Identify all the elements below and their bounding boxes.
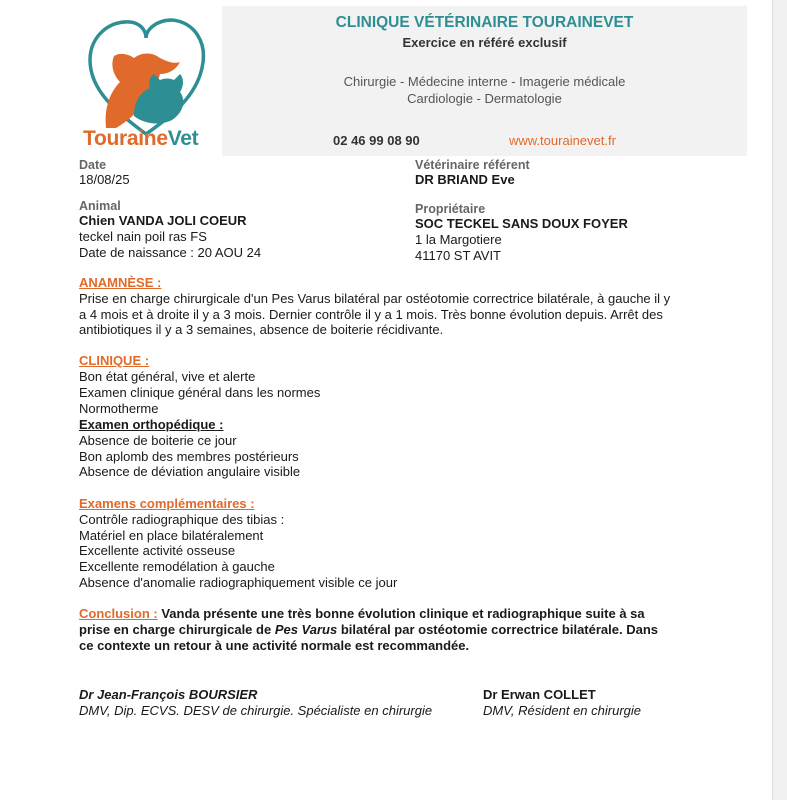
conclusion-line-2: prise en charge chirurgicale de Pes Varus bilatéral par ostéotomie correctrice bilatérale. Dans [79,622,659,637]
ortho-line: Bon aplomb des membres postérieurs [79,449,299,464]
signature-left-name: Dr Jean-François BOURSIER [79,687,258,702]
examens-line: Matériel en place bilatéralement [79,528,264,543]
vet-label: Vétérinaire référent [415,158,530,172]
clinic-title: CLINIQUE VÉTÉRINAIRE TOURAINEVET [335,14,634,31]
anamnese-line: antibiotiques il y a 3 semaines, absence de boiterie récidivante. [79,322,444,337]
clinique-heading: CLINIQUE : [79,353,150,368]
examens-line: Excellente remodélation à gauche [79,559,275,574]
signature-left-title: DMV, Dip. ECVS. DESV de chirurgie. Spécialiste en chirurgie [79,703,433,718]
vet-value: DR BRIAND Eve [415,172,515,187]
clinic-header [222,6,747,156]
signature-right-title: DMV, Résident en chirurgie [483,703,641,718]
conclusion-line-1: Conclusion : Vanda présente une très bonne évolution clinique et radiographique suite à sa [79,606,645,621]
owner-address-2: 41170 ST AVIT [415,248,501,263]
signature-right-name: Dr Erwan COLLET [483,687,596,702]
specialties-line-2: Cardiologie - Dermatologie [407,91,562,106]
conclusion-line-3: ce contexte un retour à une activité normale est recommandée. [79,638,470,653]
owner-label: Propriétaire [415,202,486,216]
owner-name: SOC TECKEL SANS DOUX FOYER [415,216,628,231]
animal-birth: Date de naissance : 20 AOU 24 [79,245,262,260]
clinique-line: Examen clinique général dans les normes [79,385,321,400]
clinique-line: Bon état général, vive et alerte [79,369,256,384]
animal-label: Animal [79,199,121,213]
owner-address-1: 1 la Margotiere [415,232,502,247]
specialties-line-1: Chirurgie - Médecine interne - Imagerie médicale [343,74,626,89]
logo-text: TouraineVet [83,127,199,150]
conclusion-heading: Conclusion : [79,606,158,621]
anamnese-line: Prise en charge chirurgicale d'un Pes Varus bilatéral par ostéotomie correctrice bilatérale, à gauche il y [79,291,671,306]
clinic-subtitle: Exercice en référé exclusif [402,35,567,50]
clinique-line: Normotherme [79,401,159,416]
clinic-website[interactable]: www.tourainevet.fr [509,133,616,148]
examens-heading: Examens complémentaires : [79,496,255,511]
date-label: Date [79,158,107,172]
examens-line: Excellente activité osseuse [79,543,236,558]
anamnese-heading: ANAMNÈSE : [79,275,162,290]
examens-line: Contrôle radiographique des tibias : [79,512,285,527]
ortho-line: Absence de boiterie ce jour [79,433,237,448]
animal-breed: teckel nain poil ras FS [79,229,207,244]
ortho-line: Absence de déviation angulaire visible [79,464,301,479]
date-value: 18/08/25 [79,172,130,187]
animal-name: Chien VANDA JOLI COEUR [79,213,247,228]
anamnese-line: a 4 mois et à droite il y a 3 mois. Dernier contrôle il y a 1 mois. Très bonne évolution depuis. Arrêt des [79,307,663,322]
examens-line: Absence d'anomalie radiographiquement visible ce jour [79,575,398,590]
clinic-phone: 02 46 99 08 90 [333,133,420,148]
page-edge [772,0,787,800]
ortho-heading: Examen orthopédique : [79,417,224,432]
